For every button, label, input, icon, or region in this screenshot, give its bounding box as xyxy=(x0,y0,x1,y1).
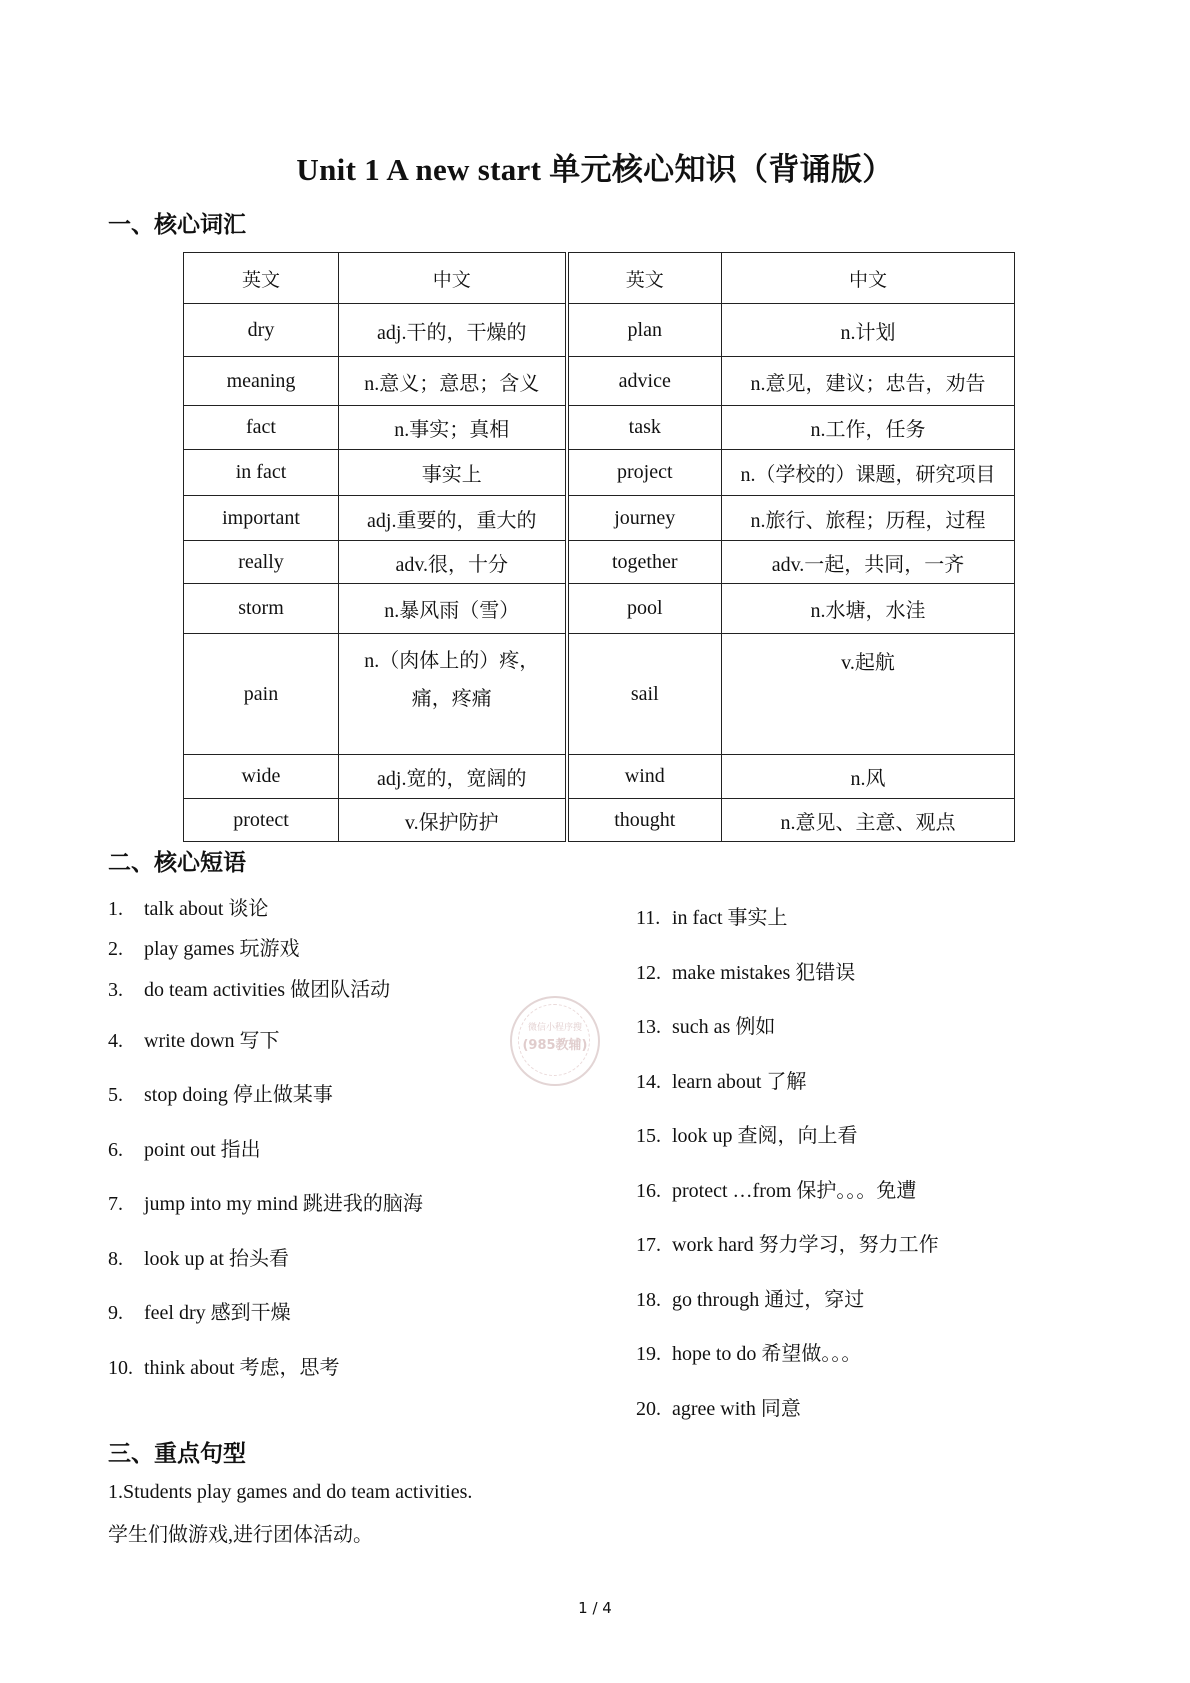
section-heading-vocab: 一、核心词汇 xyxy=(108,212,246,238)
sentence-chinese: 学生们做游戏,进行团体活动。 xyxy=(108,1524,373,1546)
list-item xyxy=(636,956,855,985)
phrase-text: think about 考虑，思考 xyxy=(144,1357,340,1379)
table-row xyxy=(184,304,1015,357)
meaning-cell: n.旅行、旅程；历程，过程 xyxy=(722,496,1015,541)
phrase-number: 6. xyxy=(108,1139,123,1161)
list-item xyxy=(108,973,390,1002)
list-item xyxy=(108,1296,291,1325)
list-item xyxy=(636,1283,864,1312)
phrase-text: look up at 抬头看 xyxy=(144,1248,289,1270)
word-cell: wide xyxy=(184,755,339,799)
meaning-cell: adj.重要的，重大的 xyxy=(339,496,567,541)
header-chinese: 中文 xyxy=(339,253,567,304)
word-cell: really xyxy=(184,541,339,584)
phrase-text: stop doing 停止做某事 xyxy=(144,1084,333,1106)
table-row xyxy=(184,496,1015,541)
phrase-text: protect …from 保护。。。免遭 xyxy=(672,1180,917,1202)
table-row xyxy=(184,406,1015,450)
meaning-cell: v.保护防护 xyxy=(339,799,567,842)
word-cell: meaning xyxy=(184,357,339,406)
list-item xyxy=(636,1337,861,1366)
meaning-cell: n.风 xyxy=(722,755,1015,799)
phrase-number: 7. xyxy=(108,1193,123,1215)
table-row xyxy=(184,634,1015,755)
phrase-text: point out 指出 xyxy=(144,1139,261,1161)
table-header-row xyxy=(184,253,1015,304)
list-item xyxy=(108,1024,280,1053)
phrase-text: look up 查阅，向上看 xyxy=(672,1125,858,1147)
list-item xyxy=(636,1065,806,1094)
sentence-english: 1.Students play games and do team activities. xyxy=(108,1481,473,1503)
phrase-number: 17. xyxy=(636,1234,661,1256)
table-row xyxy=(184,541,1015,584)
header-english: 英文 xyxy=(567,253,722,304)
page-number: 1 / 4 xyxy=(578,1599,612,1617)
word-cell: project xyxy=(567,450,722,496)
phrase-number: 20. xyxy=(636,1398,661,1420)
meaning-cell: adv.一起，共同，一齐 xyxy=(722,541,1015,584)
word-cell: thought xyxy=(567,799,722,842)
phrase-text: talk about 谈论 xyxy=(144,898,269,920)
phrase-number: 14. xyxy=(636,1071,661,1093)
section-heading-phrases: 二、核心短语 xyxy=(108,850,246,876)
word-cell: protect xyxy=(184,799,339,842)
stamp-line: 微信小程序搜 xyxy=(527,1023,582,1033)
phrase-text: work hard 努力学习，努力工作 xyxy=(672,1234,939,1256)
word-cell: important xyxy=(184,496,339,541)
list-item xyxy=(636,1174,916,1203)
word-cell: storm xyxy=(184,584,339,634)
list-item xyxy=(636,1119,858,1148)
list-item xyxy=(108,1133,261,1162)
phrase-number: 3. xyxy=(108,979,123,1001)
list-item xyxy=(108,1351,340,1380)
meaning-cell: n.工作，任务 xyxy=(722,406,1015,450)
phrase-text: jump into my mind 跳进我的脑海 xyxy=(144,1193,423,1215)
list-item xyxy=(108,1187,423,1216)
phrase-number: 11. xyxy=(636,907,661,929)
phrase-text: do team activities 做团队活动 xyxy=(144,979,391,1001)
word-cell: plan xyxy=(567,304,722,357)
phrase-text: feel dry 感到干燥 xyxy=(144,1302,291,1324)
phrase-text: make mistakes 犯错误 xyxy=(672,962,856,984)
meaning-cell: n.意见、主意、观点 xyxy=(722,799,1015,842)
list-item xyxy=(108,892,268,921)
header-chinese: 中文 xyxy=(722,253,1015,304)
word-cell: in fact xyxy=(184,450,339,496)
phrase-text: such as 例如 xyxy=(672,1016,776,1038)
phrase-number: 10. xyxy=(108,1357,133,1379)
word-cell: sail xyxy=(567,634,722,755)
phrase-number: 9. xyxy=(108,1302,123,1324)
phrase-text: agree with 同意 xyxy=(672,1398,801,1420)
list-item xyxy=(636,1392,801,1421)
meaning-cell: 事实上 xyxy=(339,450,567,496)
table-row xyxy=(184,450,1015,496)
meaning-cell: n.（学校的）课题，研究项目 xyxy=(722,450,1015,496)
table-row xyxy=(184,755,1015,799)
phrase-number: 8. xyxy=(108,1248,123,1270)
list-item xyxy=(636,1010,775,1039)
phrase-text: go through 通过，穿过 xyxy=(672,1289,865,1311)
phrase-number: 5. xyxy=(108,1084,123,1106)
meaning-cell: n.水塘，水洼 xyxy=(722,584,1015,634)
phrase-text: hope to do 希望做。。。 xyxy=(672,1343,862,1365)
phrase-number: 13. xyxy=(636,1016,661,1038)
table-row xyxy=(184,357,1015,406)
phrase-number: 15. xyxy=(636,1125,661,1147)
meaning-cell: n.计划 xyxy=(722,304,1015,357)
meaning-cell: adv.很，十分 xyxy=(339,541,567,584)
page-title: Unit 1 A new start 单元核心知识（背诵版） xyxy=(296,152,894,187)
word-cell: pain xyxy=(184,634,339,755)
vocab-table xyxy=(183,252,1015,842)
table-row xyxy=(184,584,1015,634)
word-cell: together xyxy=(567,541,722,584)
phrase-text: play games 玩游戏 xyxy=(144,938,300,960)
phrase-number: 4. xyxy=(108,1030,123,1052)
list-item xyxy=(636,901,788,930)
meaning-cell: n.意义；意思；含义 xyxy=(339,357,567,406)
watermark-stamp xyxy=(510,996,600,1086)
list-item xyxy=(108,1078,333,1107)
phrase-text: write down 写下 xyxy=(144,1030,280,1052)
meaning-cell: adj.宽的，宽阔的 xyxy=(339,755,567,799)
word-cell: journey xyxy=(567,496,722,541)
word-cell: task xyxy=(567,406,722,450)
word-cell: advice xyxy=(567,357,722,406)
list-item xyxy=(636,1228,939,1257)
phrase-number: 2. xyxy=(108,938,123,960)
meaning-cell: n.意见，建议；忠告，劝告 xyxy=(722,357,1015,406)
word-cell: fact xyxy=(184,406,339,450)
phrase-number: 16. xyxy=(636,1180,661,1202)
phrase-number: 12. xyxy=(636,962,661,984)
word-cell: pool xyxy=(567,584,722,634)
section-heading-sentences: 三、重点句型 xyxy=(108,1441,246,1467)
list-item xyxy=(108,1242,289,1271)
phrase-number: 1. xyxy=(108,898,123,920)
phrase-number: 19. xyxy=(636,1343,661,1365)
phrase-text: learn about 了解 xyxy=(672,1071,807,1093)
meaning-cell: adj.干的，干燥的 xyxy=(339,304,567,357)
stamp-line: (985教辅) xyxy=(522,1038,588,1053)
meaning-cell: n.（肉体上的）疼，痛，疼痛 xyxy=(339,634,567,755)
list-item xyxy=(108,932,300,961)
table-row xyxy=(184,799,1015,842)
meaning-cell: n.暴风雨（雪） xyxy=(339,584,567,634)
phrase-number: 18. xyxy=(636,1289,661,1311)
word-cell: dry xyxy=(184,304,339,357)
header-english: 英文 xyxy=(184,253,339,304)
meaning-cell: v.起航 xyxy=(722,634,1015,755)
word-cell: wind xyxy=(567,755,722,799)
phrase-text: in fact 事实上 xyxy=(672,907,788,929)
meaning-cell: n.事实；真相 xyxy=(339,406,567,450)
